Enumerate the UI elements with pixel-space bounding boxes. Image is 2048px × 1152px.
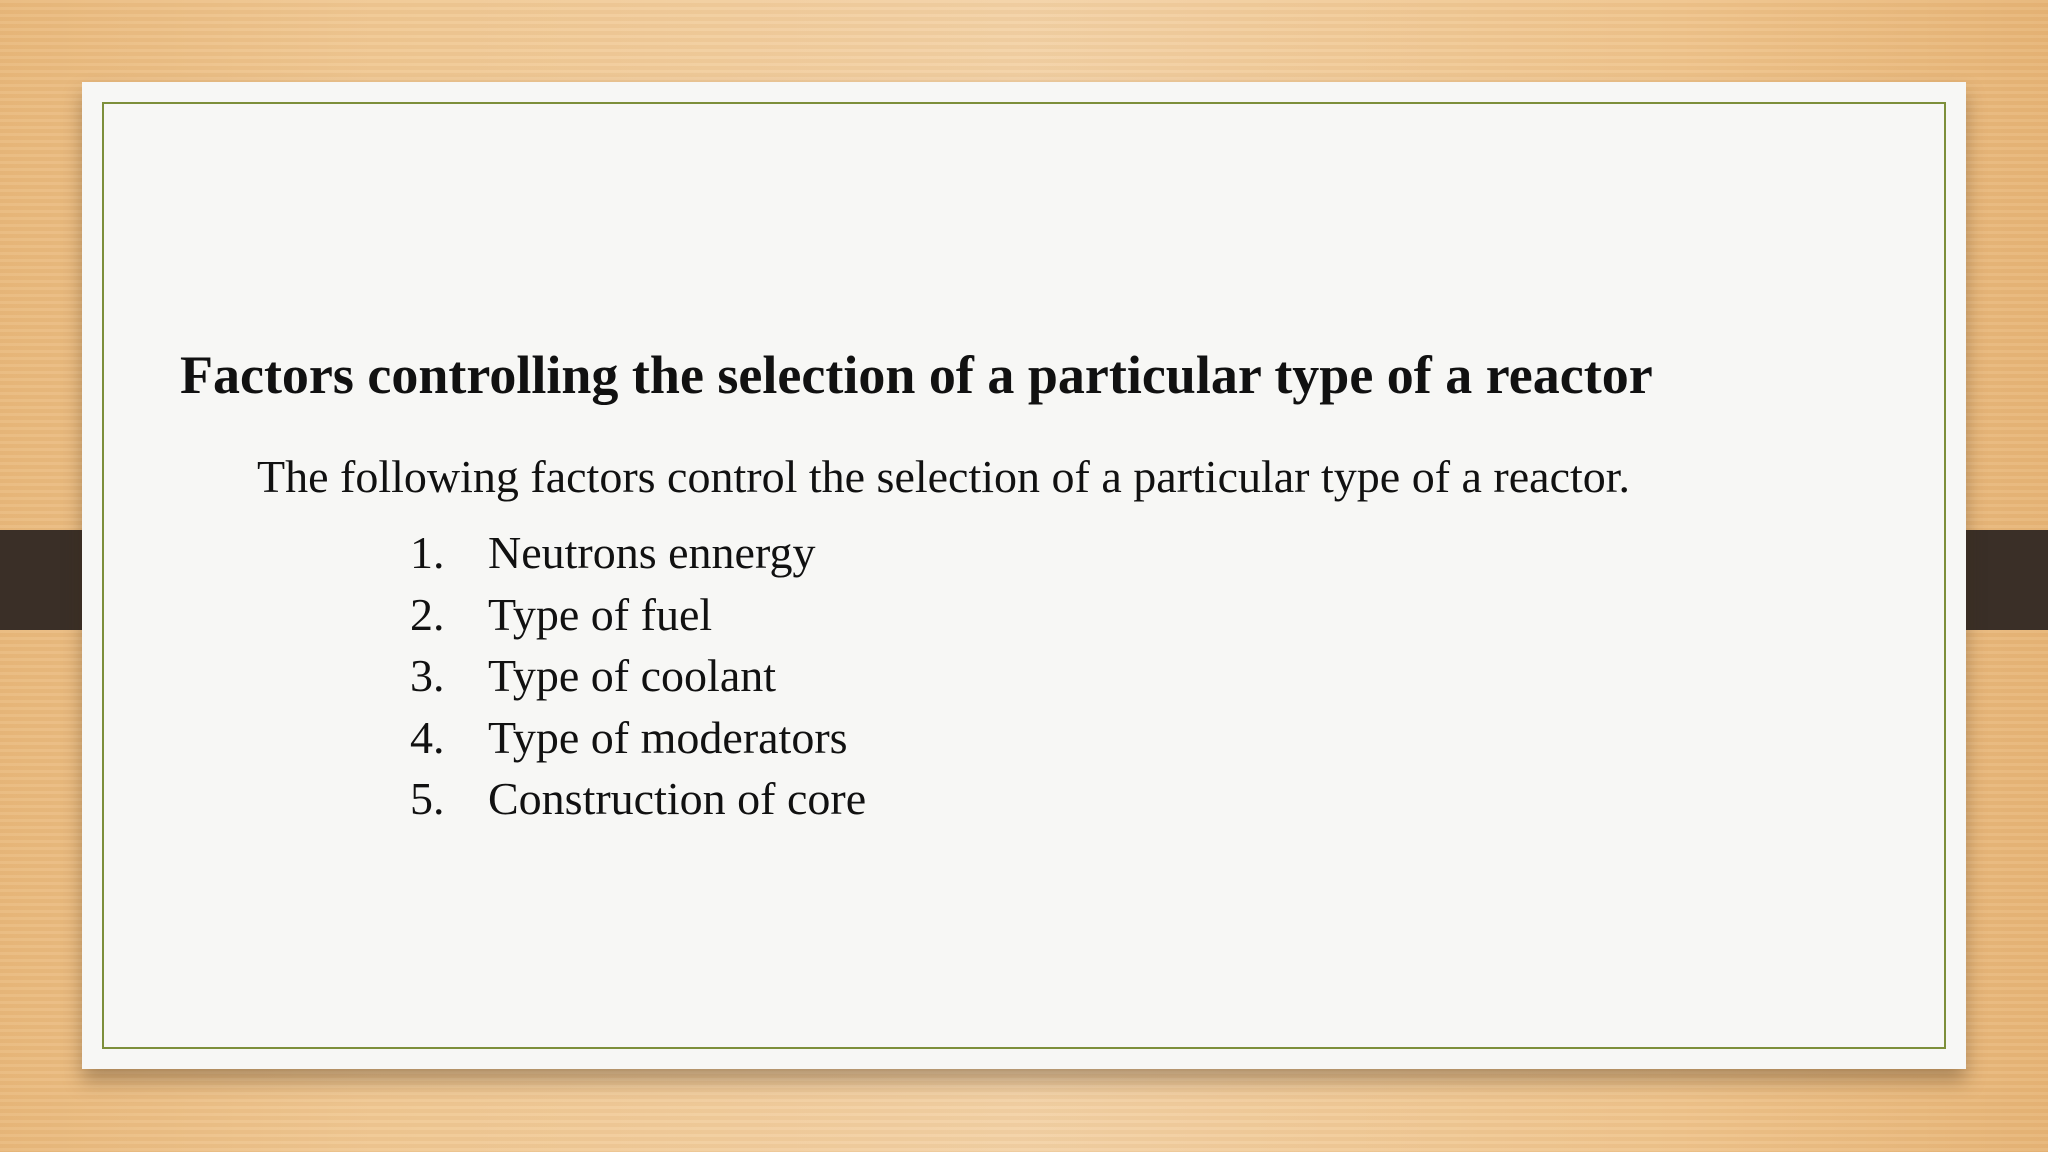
list-item-text: Neutrons ennergy xyxy=(488,527,816,578)
list-item xyxy=(410,584,866,646)
list-item-text: Construction of core xyxy=(488,773,867,824)
list-item-number: 1. xyxy=(410,527,445,578)
list-item-text: Type of moderators xyxy=(488,711,848,763)
list-item xyxy=(410,707,866,769)
factor-list xyxy=(410,522,866,830)
list-item-number: 3. xyxy=(410,650,445,701)
list-item-number: 4. xyxy=(410,711,445,763)
list-item-text: Type of fuel xyxy=(488,588,713,640)
slide-title: Factors controlling the selection of a particular type of a reactor xyxy=(180,345,1653,405)
list-item xyxy=(410,768,866,830)
slide-intro: The following factors control the selection of a particular type of a reactor. xyxy=(257,451,1631,502)
slide-frame xyxy=(102,102,1946,1049)
list-item-text: Type of coolant xyxy=(488,650,777,701)
list-item-number: 2. xyxy=(410,588,445,640)
list-item xyxy=(410,645,866,707)
slide-card xyxy=(82,82,1966,1069)
list-item-number: 5. xyxy=(410,773,445,824)
list-item xyxy=(410,522,866,584)
